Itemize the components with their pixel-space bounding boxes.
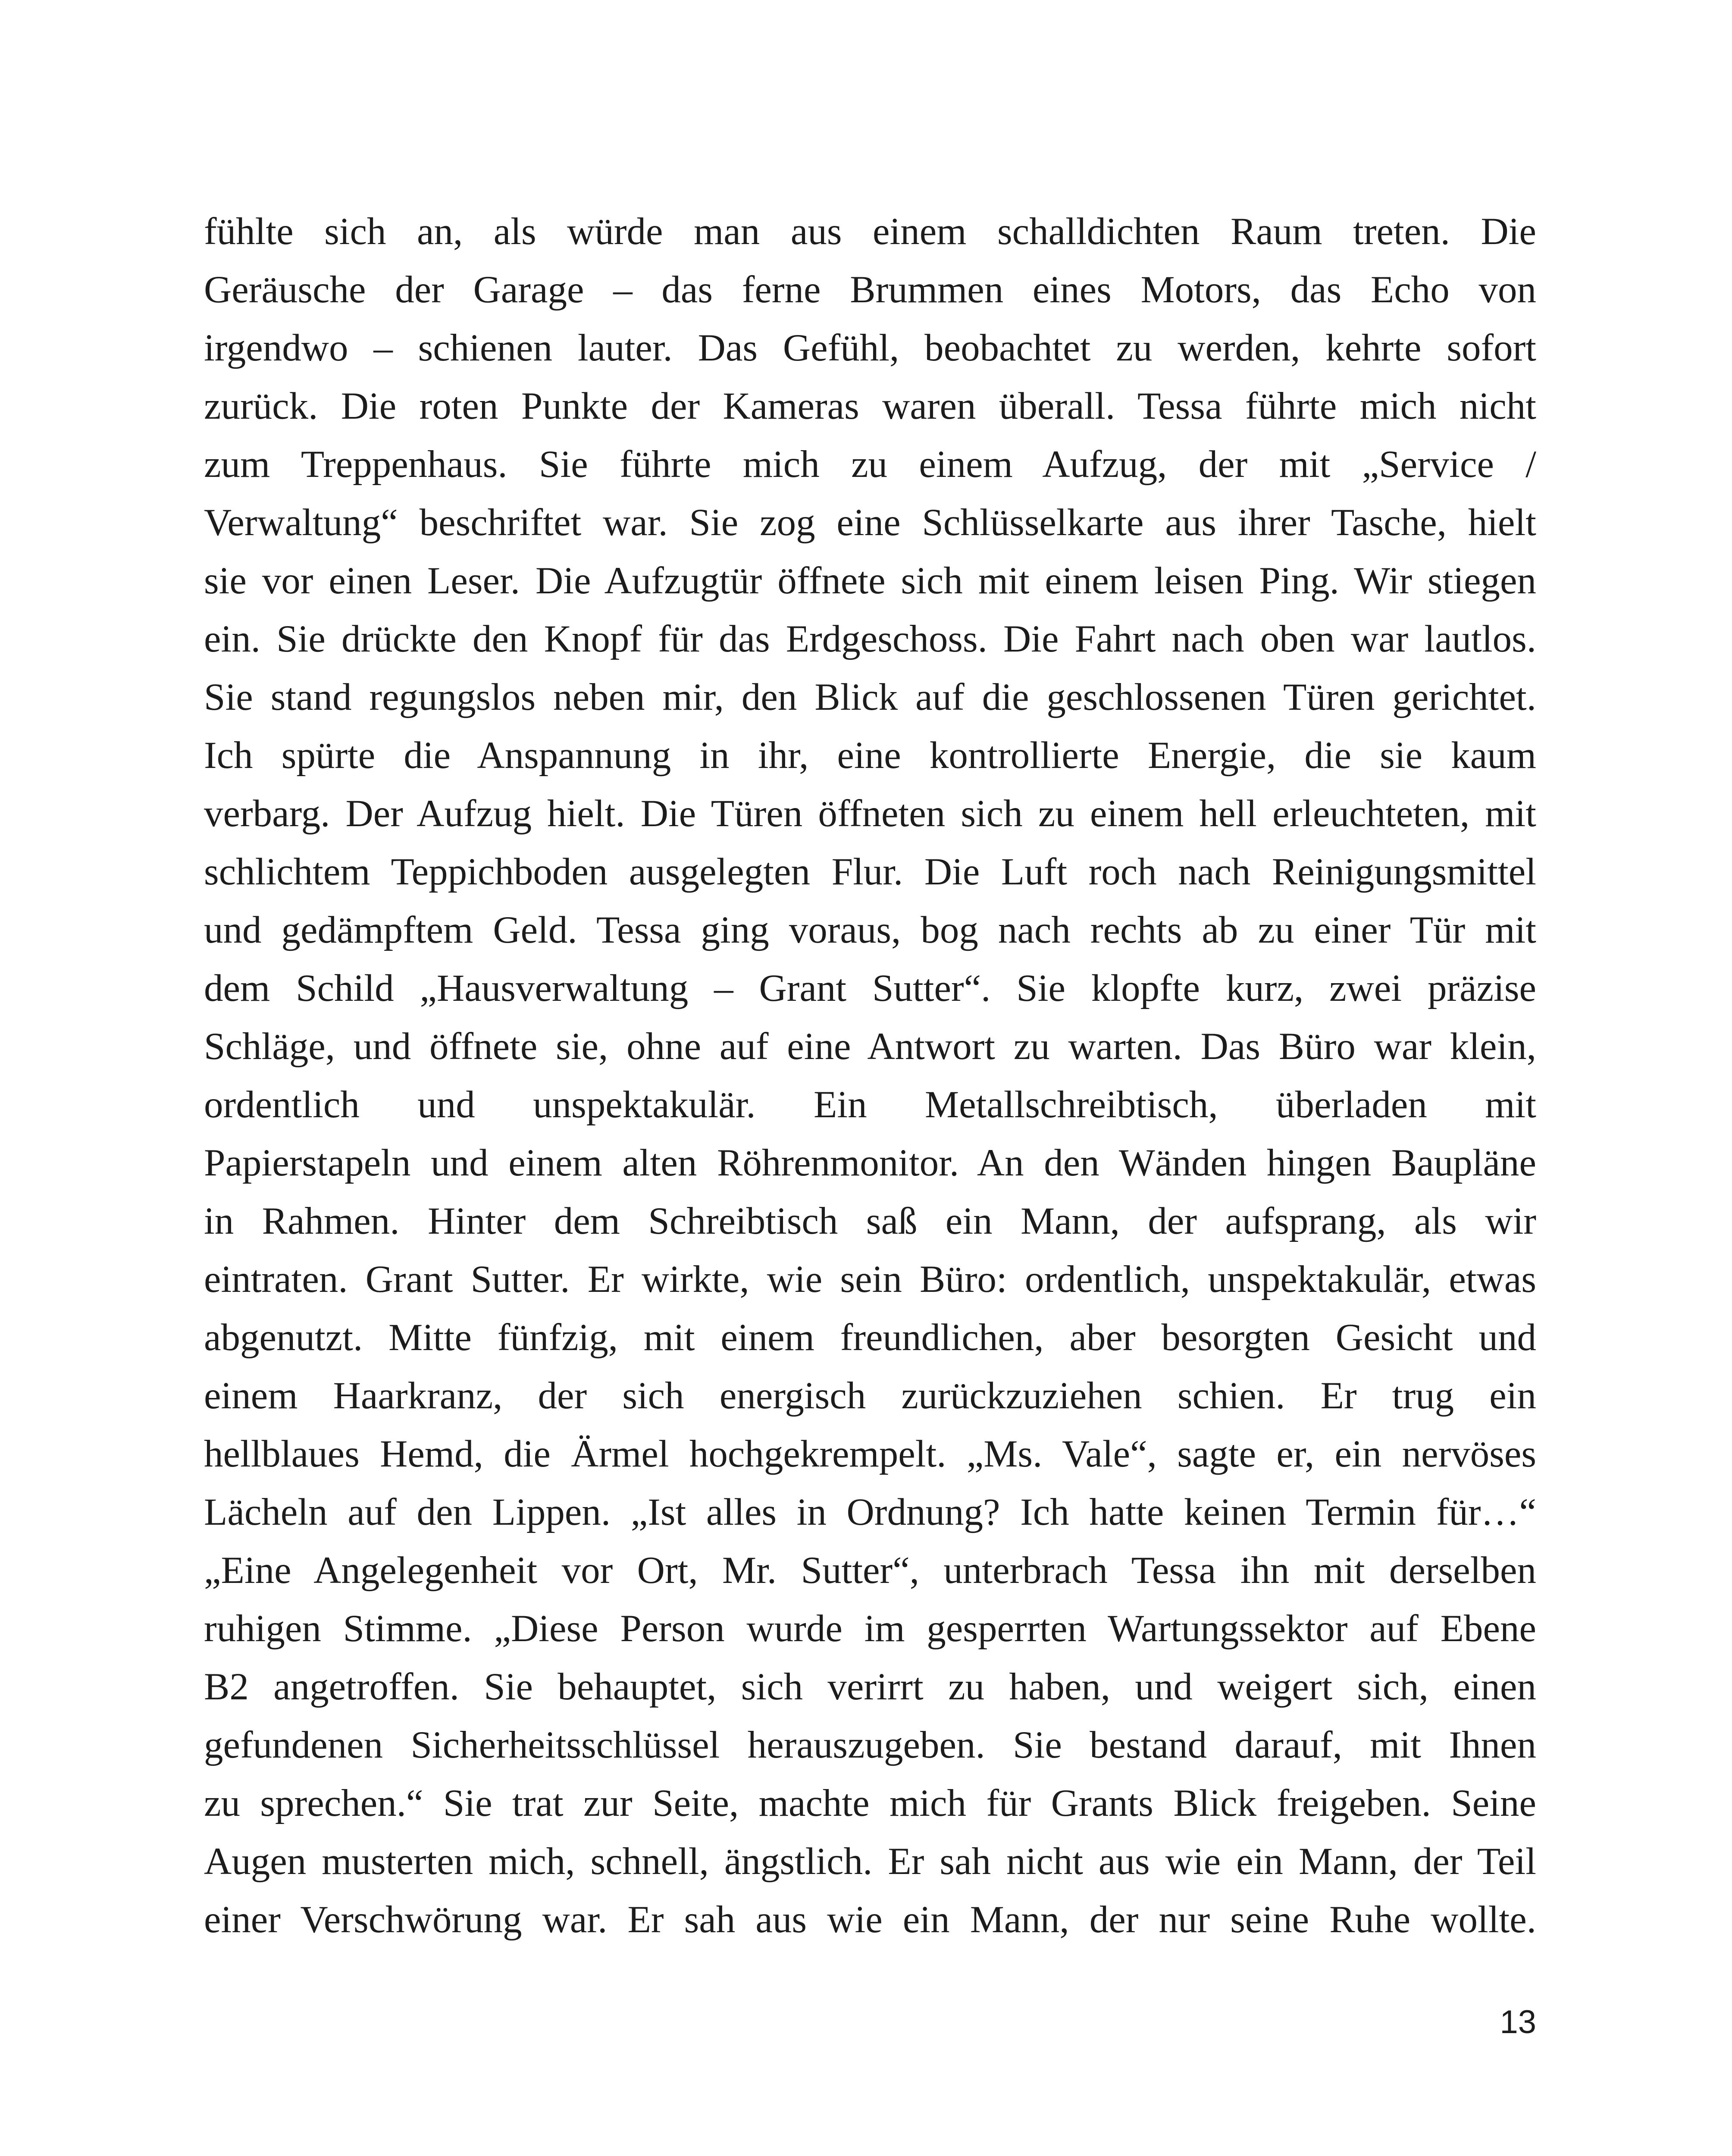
- text-line: zurück. Die roten Punkte der Kameras waren überall. Tessa führte mich nicht: [204, 385, 1536, 427]
- text-line: Geräusche der Garage – das ferne Brummen eines Motors, das Echo von: [204, 269, 1536, 311]
- text-line: eintraten. Grant Sutter. Er wirkte, wie sein Büro: ordentlich, unspektakulär, etwas: [204, 1258, 1536, 1300]
- text-line: Ich spürte die Anspannung in ihr, eine kontrollierte Energie, die sie kaum: [204, 734, 1536, 777]
- text-line: ruhigen Stimme. „Diese Person wurde im gesperrten Wartungssektor auf Ebene: [204, 1608, 1536, 1650]
- text-line: gefundenen Sicherheitsschlüssel herauszugeben. Sie bestand darauf, mit Ihnen: [204, 1724, 1536, 1766]
- text-line: einer Verschwörung war. Er sah aus wie ein Mann, der nur seine Ruhe wollte.: [204, 1899, 1536, 1941]
- text-line: ordentlich und unspektakulär. Ein Metallschreibtisch, überladen mit: [204, 1084, 1536, 1126]
- text-line: „Eine Angelegenheit vor Ort, Mr. Sutter“, unterbrach Tessa ihn mit derselben: [204, 1549, 1536, 1592]
- text-line: Verwaltung“ beschriftet war. Sie zog eine Schlüsselkarte aus ihrer Tasche, hielt: [204, 501, 1536, 544]
- text-line: Papierstapeln und einem alten Röhrenmonitor. An den Wänden hingen Baupläne: [204, 1142, 1536, 1184]
- text-line: Sie stand regungslos neben mir, den Blick auf die geschlossenen Türen gerichtet.: [204, 676, 1536, 718]
- text-line: fühlte sich an, als würde man aus einem schalldichten Raum treten. Die: [204, 210, 1536, 253]
- page-number: 13: [1500, 2004, 1536, 2040]
- body-paragraph: [204, 203, 1536, 1949]
- text-line: Lächeln auf den Lippen. „Ist alles in Ordnung? Ich hatte keinen Termin für…“: [204, 1491, 1536, 1533]
- text-line: in Rahmen. Hinter dem Schreibtisch saß ein Mann, der aufsprang, als wir: [204, 1200, 1536, 1242]
- text-line: irgendwo – schienen lauter. Das Gefühl, beobachtet zu werden, kehrte sofort: [204, 327, 1536, 369]
- text-line: schlichtem Teppichboden ausgelegten Flur. Die Luft roch nach Reinigungsmittel: [204, 851, 1536, 893]
- text-line: Schläge, und öffnete sie, ohne auf eine Antwort zu warten. Das Büro war klein,: [204, 1025, 1536, 1068]
- text-line: einem Haarkranz, der sich energisch zurückzuziehen schien. Er trug ein: [204, 1375, 1536, 1417]
- text-line: verbarg. Der Aufzug hielt. Die Türen öffneten sich zu einem hell erleuchteten, mit: [204, 793, 1536, 835]
- text-line: ein. Sie drückte den Knopf für das Erdgeschoss. Die Fahrt nach oben war lautlos.: [204, 618, 1536, 660]
- text-line: zu sprechen.“ Sie trat zur Seite, machte mich für Grants Blick freigeben. Seine: [204, 1782, 1536, 1824]
- text-line: sie vor einen Leser. Die Aufzugtür öffnete sich mit einem leisen Ping. Wir stiegen: [204, 560, 1536, 602]
- text-line: zum Treppenhaus. Sie führte mich zu einem Aufzug, der mit „Service /: [204, 443, 1536, 486]
- text-line: B2 angetroffen. Sie behauptet, sich verirrt zu haben, und weigert sich, einen: [204, 1666, 1536, 1708]
- text-line: dem Schild „Hausverwaltung – Grant Sutter“. Sie klopfte kurz, zwei präzise: [204, 967, 1536, 1009]
- text-line: Augen musterten mich, schnell, ängstlich. Er sah nicht aus wie ein Mann, der Teil: [204, 1840, 1536, 1883]
- text-line: abgenutzt. Mitte fünfzig, mit einem freundlichen, aber besorgten Gesicht und: [204, 1316, 1536, 1359]
- text-line: und gedämpftem Geld. Tessa ging voraus, bog nach rechts ab zu einer Tür mit: [204, 909, 1536, 951]
- text-line: hellblaues Hemd, die Ärmel hochgekrempelt. „Ms. Vale“, sagte er, ein nervöses: [204, 1433, 1536, 1475]
